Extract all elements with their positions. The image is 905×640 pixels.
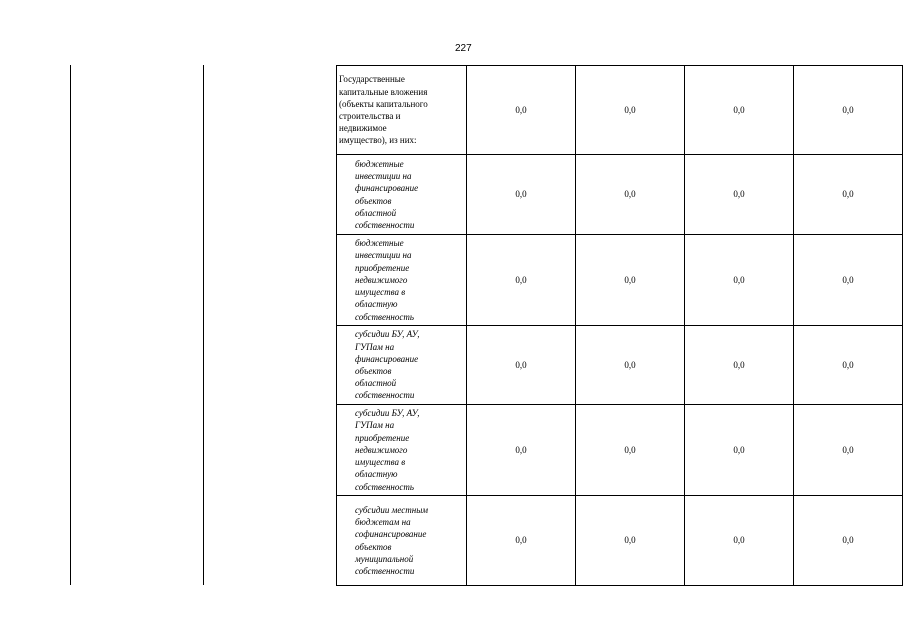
page-number: 227	[455, 43, 472, 54]
column-divider-left	[70, 65, 71, 585]
value-cell: 0,0	[467, 66, 576, 155]
value-cell: 0,0	[467, 405, 576, 496]
value-cell: 0,0	[685, 405, 794, 496]
value-cell: 0,0	[685, 66, 794, 155]
value-cell: 0,0	[467, 235, 576, 326]
value-cell: 0,0	[794, 405, 903, 496]
column-divider-middle	[203, 65, 204, 585]
value-cell: 0,0	[576, 326, 685, 405]
table-row	[337, 66, 903, 155]
row-label-cell	[337, 155, 467, 235]
value-cell: 0,0	[576, 496, 685, 586]
table-row	[337, 496, 903, 586]
value-cell: 0,0	[467, 326, 576, 405]
row-label-cell	[337, 326, 467, 405]
row-label-cell	[337, 66, 467, 155]
row-label: субсидии БУ, АУ, ГУПам на приобретение недвижимого имущества в областную собственность	[355, 408, 420, 492]
value-cell: 0,0	[576, 155, 685, 235]
value-cell: 0,0	[576, 405, 685, 496]
value-cell: 0,0	[794, 66, 903, 155]
value-cell: 0,0	[685, 496, 794, 586]
value-cell: 0,0	[794, 235, 903, 326]
value-cell: 0,0	[794, 496, 903, 586]
value-cell: 0,0	[794, 155, 903, 235]
value-cell: 0,0	[685, 326, 794, 405]
row-label: бюджетные инвестиции на приобретение недвижимого имущества в областную собственность	[355, 238, 414, 322]
row-label-cell	[337, 405, 467, 496]
row-label: бюджетные инвестиции на финансирование объектов областной собственности	[355, 158, 419, 230]
table-row	[337, 155, 903, 235]
value-cell: 0,0	[467, 496, 576, 586]
table-row	[337, 405, 903, 496]
capital-investment-table	[336, 65, 903, 586]
row-label: Государственные капитальные вложения (объекты капитального строительства и недвижимое имущество), из них:	[339, 74, 428, 146]
value-cell: 0,0	[794, 326, 903, 405]
table-row	[337, 235, 903, 326]
value-cell: 0,0	[685, 155, 794, 235]
row-label-cell	[337, 496, 467, 586]
row-label: субсидии БУ, АУ, ГУПам на финансирование объектов областной собственности	[355, 329, 420, 401]
value-cell: 0,0	[467, 155, 576, 235]
row-label: субсидии местным бюджетам на софинансирование объектов муниципальной собственности	[355, 504, 429, 576]
value-cell: 0,0	[576, 66, 685, 155]
value-cell: 0,0	[576, 235, 685, 326]
row-label-cell	[337, 235, 467, 326]
table-row	[337, 326, 903, 405]
value-cell: 0,0	[685, 235, 794, 326]
